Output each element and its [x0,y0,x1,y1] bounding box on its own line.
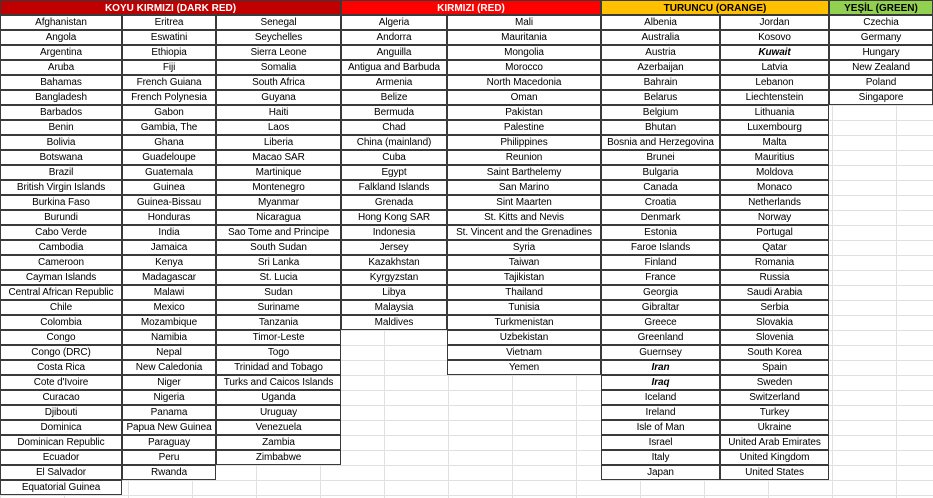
country-cell[interactable]: Cameroon [0,255,122,270]
country-cell[interactable]: Pakistan [447,105,601,120]
country-cell[interactable]: Brazil [0,165,122,180]
country-cell[interactable]: Germany [829,30,933,45]
country-cell[interactable]: Aruba [0,60,122,75]
country-cell[interactable]: Gambia, The [122,120,216,135]
header-red[interactable]: KIRMIZI (RED) [341,0,601,15]
country-cell[interactable]: Malta [720,135,829,150]
country-cell[interactable]: Trinidad and Tobago [216,360,341,375]
country-cell[interactable]: Gabon [122,105,216,120]
country-cell[interactable]: Myanmar [216,195,341,210]
country-cell[interactable]: Djibouti [0,405,122,420]
country-cell[interactable]: Isle of Man [601,420,720,435]
country-cell[interactable]: Libya [341,285,447,300]
country-cell[interactable]: Guyana [216,90,341,105]
country-cell[interactable]: Uganda [216,390,341,405]
country-cell[interactable]: Syria [447,240,601,255]
country-cell[interactable]: Sao Tome and Principe [216,225,341,240]
country-cell[interactable]: Switzerland [720,390,829,405]
country-cell[interactable]: South Sudan [216,240,341,255]
country-cell[interactable]: Austria [601,45,720,60]
country-cell[interactable]: French Guiana [122,75,216,90]
country-cell[interactable]: Venezuela [216,420,341,435]
country-cell[interactable]: Belgium [601,105,720,120]
country-cell[interactable]: United Kingdom [720,450,829,465]
country-cell[interactable]: Central African Republic [0,285,122,300]
country-cell[interactable]: Cote d'Ivoire [0,375,122,390]
country-cell[interactable]: Mongolia [447,45,601,60]
country-cell[interactable]: Reunion [447,150,601,165]
country-cell[interactable]: Ethiopia [122,45,216,60]
country-cell[interactable]: Benin [0,120,122,135]
country-cell[interactable]: Dominica [0,420,122,435]
country-cell[interactable]: Luxembourg [720,120,829,135]
country-cell[interactable]: Dominican Republic [0,435,122,450]
country-cell[interactable]: Oman [447,90,601,105]
country-cell[interactable]: Curacao [0,390,122,405]
country-cell[interactable]: Costa Rica [0,360,122,375]
country-cell[interactable]: Slovakia [720,315,829,330]
country-cell[interactable]: Bahamas [0,75,122,90]
country-cell[interactable]: Azerbaijan [601,60,720,75]
country-cell[interactable]: Faroe Islands [601,240,720,255]
country-cell[interactable]: Monaco [720,180,829,195]
country-cell[interactable]: St. Kitts and Nevis [447,210,601,225]
country-cell[interactable]: Namibia [122,330,216,345]
header-green[interactable]: YEŞİL (GREEN) [829,0,933,15]
header-dark-red[interactable]: KOYU KIRMIZI (DARK RED) [0,0,341,15]
country-cell[interactable]: Togo [216,345,341,360]
country-cell[interactable]: Sint Maarten [447,195,601,210]
header-orange[interactable]: TURUNCU (ORANGE) [601,0,829,15]
country-cell[interactable]: Armenia [341,75,447,90]
country-cell[interactable]: Botswana [0,150,122,165]
country-cell[interactable]: Indonesia [341,225,447,240]
country-cell[interactable]: Bulgaria [601,165,720,180]
country-cell[interactable]: Anguilla [341,45,447,60]
country-cell[interactable]: Turkey [720,405,829,420]
country-cell[interactable]: Panama [122,405,216,420]
country-cell[interactable]: Zimbabwe [216,450,341,465]
country-cell[interactable]: Guadeloupe [122,150,216,165]
country-cell[interactable]: Belize [341,90,447,105]
country-cell[interactable]: Slovenia [720,330,829,345]
country-cell[interactable]: Taiwan [447,255,601,270]
country-cell[interactable]: New Caledonia [122,360,216,375]
country-cell[interactable]: Kuwait [720,45,829,60]
country-cell[interactable]: Liberia [216,135,341,150]
country-cell[interactable]: Jamaica [122,240,216,255]
country-cell[interactable]: South Korea [720,345,829,360]
country-cell[interactable]: Zambia [216,435,341,450]
country-cell[interactable]: Nicaragua [216,210,341,225]
country-cell[interactable]: St. Lucia [216,270,341,285]
country-cell[interactable]: Sri Lanka [216,255,341,270]
country-cell[interactable]: Eritrea [122,15,216,30]
country-cell[interactable]: Macao SAR [216,150,341,165]
country-cell[interactable]: Timor-Leste [216,330,341,345]
country-cell[interactable]: Kosovo [720,30,829,45]
country-cell[interactable]: South Africa [216,75,341,90]
country-cell[interactable]: Mali [447,15,601,30]
country-cell[interactable]: Jordan [720,15,829,30]
country-cell[interactable]: Malawi [122,285,216,300]
country-cell[interactable]: Belarus [601,90,720,105]
country-cell[interactable]: Finland [601,255,720,270]
country-cell[interactable]: France [601,270,720,285]
country-cell[interactable]: Israel [601,435,720,450]
country-cell[interactable]: Kazakhstan [341,255,447,270]
country-cell[interactable]: Gibraltar [601,300,720,315]
country-cell[interactable]: Turkmenistan [447,315,601,330]
country-cell[interactable]: Ireland [601,405,720,420]
country-cell[interactable]: Mexico [122,300,216,315]
country-cell[interactable]: United Arab Emirates [720,435,829,450]
country-cell[interactable]: Japan [601,465,720,480]
country-cell[interactable]: Maldives [341,315,447,330]
country-cell[interactable]: Bosnia and Herzegovina [601,135,720,150]
country-cell[interactable]: Bhutan [601,120,720,135]
country-cell[interactable]: Albenia [601,15,720,30]
country-cell[interactable]: Iran [601,360,720,375]
country-cell[interactable]: Canada [601,180,720,195]
country-cell[interactable]: Georgia [601,285,720,300]
country-cell[interactable]: Cambodia [0,240,122,255]
country-cell[interactable]: Eswatini [122,30,216,45]
country-cell[interactable]: Spain [720,360,829,375]
country-cell[interactable]: Congo (DRC) [0,345,122,360]
country-cell[interactable]: Niger [122,375,216,390]
country-cell[interactable]: Uzbekistan [447,330,601,345]
country-cell[interactable]: Burkina Faso [0,195,122,210]
country-cell[interactable]: Afghanistan [0,15,122,30]
country-cell[interactable]: Singapore [829,90,933,105]
country-cell[interactable]: Barbados [0,105,122,120]
country-cell[interactable]: Falkland Islands [341,180,447,195]
country-cell[interactable]: Romania [720,255,829,270]
country-cell[interactable]: Laos [216,120,341,135]
country-cell[interactable]: Burundi [0,210,122,225]
country-cell[interactable]: Tajikistan [447,270,601,285]
country-cell[interactable]: Uruguay [216,405,341,420]
country-cell[interactable]: Chile [0,300,122,315]
country-cell[interactable]: Equatorial Guinea [0,480,122,495]
country-cell[interactable]: St. Vincent and the Grenadines [447,225,601,240]
country-cell[interactable]: Bolivia [0,135,122,150]
country-cell[interactable]: Bermuda [341,105,447,120]
country-cell[interactable]: Cuba [341,150,447,165]
country-cell[interactable]: Guatemala [122,165,216,180]
country-cell[interactable]: Poland [829,75,933,90]
country-cell[interactable]: El Salvador [0,465,122,480]
country-cell[interactable]: Sudan [216,285,341,300]
country-cell[interactable]: Kyrgyzstan [341,270,447,285]
country-cell[interactable]: Kenya [122,255,216,270]
country-cell[interactable]: United States [720,465,829,480]
country-cell[interactable]: Haiti [216,105,341,120]
country-cell[interactable]: Somalia [216,60,341,75]
country-cell[interactable]: Nepal [122,345,216,360]
country-cell[interactable]: Denmark [601,210,720,225]
country-cell[interactable]: Saudi Arabia [720,285,829,300]
country-cell[interactable]: Madagascar [122,270,216,285]
country-cell[interactable]: Latvia [720,60,829,75]
country-cell[interactable]: Sweden [720,375,829,390]
country-cell[interactable]: Qatar [720,240,829,255]
country-cell[interactable]: Mauritius [720,150,829,165]
country-cell[interactable]: Cayman Islands [0,270,122,285]
country-cell[interactable]: Argentina [0,45,122,60]
country-cell[interactable]: Netherlands [720,195,829,210]
country-cell[interactable]: Fiji [122,60,216,75]
country-cell[interactable]: Lebanon [720,75,829,90]
country-cell[interactable]: Malaysia [341,300,447,315]
country-cell[interactable]: North Macedonia [447,75,601,90]
country-cell[interactable]: Thailand [447,285,601,300]
country-cell[interactable]: Ghana [122,135,216,150]
country-cell[interactable]: Colombia [0,315,122,330]
country-cell[interactable]: Lithuania [720,105,829,120]
country-cell[interactable]: Congo [0,330,122,345]
country-cell[interactable]: China (mainland) [341,135,447,150]
country-cell[interactable]: Hungary [829,45,933,60]
country-cell[interactable]: Czechia [829,15,933,30]
country-cell[interactable]: Greece [601,315,720,330]
country-cell[interactable]: Ukraine [720,420,829,435]
country-cell[interactable]: British Virgin Islands [0,180,122,195]
country-cell[interactable]: Vietnam [447,345,601,360]
country-cell[interactable]: Yemen [447,360,601,375]
country-cell[interactable]: India [122,225,216,240]
country-cell[interactable]: Papua New Guinea [122,420,216,435]
country-cell[interactable]: Egypt [341,165,447,180]
country-cell[interactable]: New Zealand [829,60,933,75]
country-cell[interactable]: Croatia [601,195,720,210]
country-cell[interactable]: Australia [601,30,720,45]
country-cell[interactable]: Bahrain [601,75,720,90]
country-cell[interactable]: French Polynesia [122,90,216,105]
country-cell[interactable]: Philippines [447,135,601,150]
country-cell[interactable]: Mauritania [447,30,601,45]
country-cell[interactable]: Nigeria [122,390,216,405]
country-cell[interactable]: Liechtenstein [720,90,829,105]
country-cell[interactable]: Mozambique [122,315,216,330]
country-cell[interactable]: Martinique [216,165,341,180]
country-cell[interactable]: Russia [720,270,829,285]
country-cell[interactable]: Turks and Caicos Islands [216,375,341,390]
country-cell[interactable]: Jersey [341,240,447,255]
country-cell[interactable]: Portugal [720,225,829,240]
country-cell[interactable]: Sierra Leone [216,45,341,60]
country-cell[interactable]: Andorra [341,30,447,45]
country-cell[interactable]: Guernsey [601,345,720,360]
country-cell[interactable]: Norway [720,210,829,225]
country-cell[interactable]: Angola [0,30,122,45]
country-cell[interactable]: Paraguay [122,435,216,450]
country-cell[interactable]: Italy [601,450,720,465]
country-cell[interactable]: Montenegro [216,180,341,195]
country-cell[interactable]: Guinea-Bissau [122,195,216,210]
country-cell[interactable]: Rwanda [122,465,216,480]
country-cell[interactable]: Greenland [601,330,720,345]
country-cell[interactable]: Estonia [601,225,720,240]
country-cell[interactable]: Palestine [447,120,601,135]
country-cell[interactable]: Cabo Verde [0,225,122,240]
country-cell[interactable]: Antigua and Barbuda [341,60,447,75]
country-cell[interactable]: Iceland [601,390,720,405]
country-cell[interactable]: Honduras [122,210,216,225]
country-cell[interactable]: Peru [122,450,216,465]
country-cell[interactable]: Iraq [601,375,720,390]
country-cell[interactable]: Serbia [720,300,829,315]
country-cell[interactable]: Moldova [720,165,829,180]
country-cell[interactable]: Saint Barthelemy [447,165,601,180]
country-cell[interactable]: Brunei [601,150,720,165]
country-cell[interactable]: San Marino [447,180,601,195]
country-cell[interactable]: Suriname [216,300,341,315]
country-cell[interactable]: Chad [341,120,447,135]
country-cell[interactable]: Grenada [341,195,447,210]
country-cell[interactable]: Morocco [447,60,601,75]
country-cell[interactable]: Hong Kong SAR [341,210,447,225]
country-cell[interactable]: Tunisia [447,300,601,315]
country-cell[interactable]: Ecuador [0,450,122,465]
country-cell[interactable]: Seychelles [216,30,341,45]
country-cell[interactable]: Algeria [341,15,447,30]
country-cell[interactable]: Bangladesh [0,90,122,105]
country-cell[interactable]: Senegal [216,15,341,30]
country-cell[interactable]: Guinea [122,180,216,195]
country-cell[interactable]: Tanzania [216,315,341,330]
